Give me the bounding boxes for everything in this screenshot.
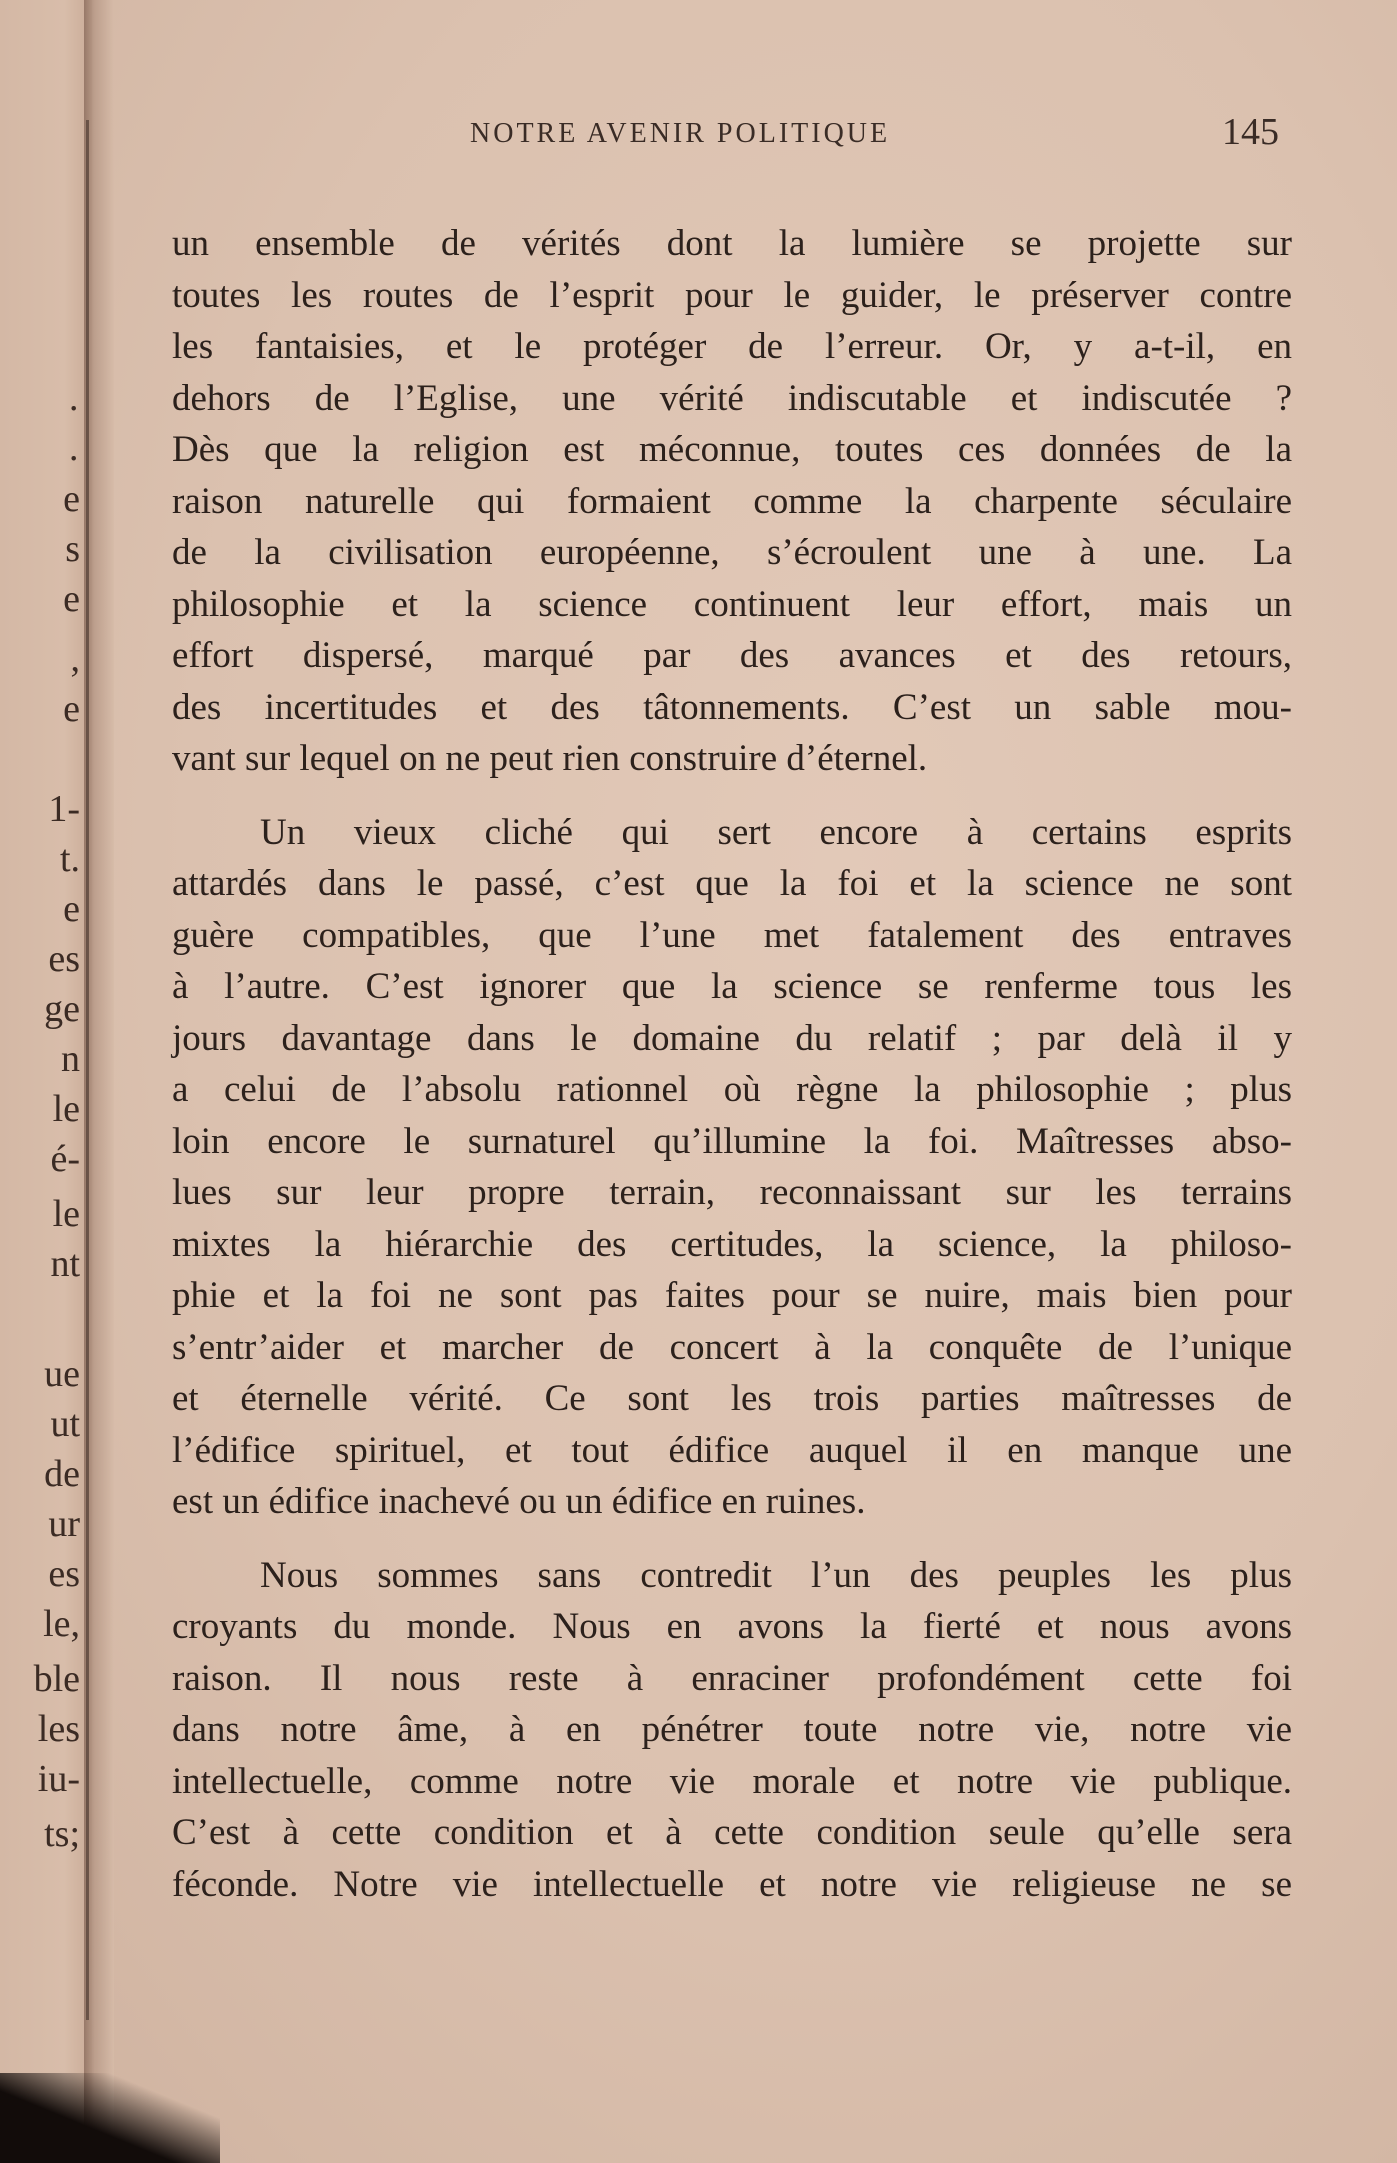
facing-page-fragment: ,	[70, 638, 80, 680]
text-line: l’édifice spirituel, et tout édifice auquel il en manque une	[172, 1429, 1292, 1471]
facing-page-fragment: é-	[50, 1138, 80, 1180]
body-text	[172, 218, 1292, 1910]
facing-page-fragment: ur	[48, 1503, 80, 1545]
text-line: intellectuelle, comme notre vie morale et notre vie publique.	[172, 1760, 1292, 1802]
text-line: vant sur lequel on ne peut rien construire d’éternel.	[172, 738, 928, 779]
page-number: 145	[1222, 111, 1279, 153]
text-line: C’est à cette condition et à cette condition seule qu’elle sera	[172, 1812, 1292, 1853]
facing-page-fragment: le,	[43, 1603, 80, 1645]
text-line: raison. Il nous reste à enraciner profondément cette foi	[172, 1657, 1292, 1699]
text-line: raison naturelle qui formaient comme la charpente séculaire	[172, 480, 1292, 522]
facing-page-fragment: es	[48, 938, 80, 980]
facing-page-fragment: es	[48, 1553, 80, 1595]
facing-page-fragment: ts;	[44, 1813, 80, 1855]
text-line: et éternelle vérité. Ce sont les trois parties maîtresses de	[172, 1378, 1292, 1419]
facing-page-fragment: ble	[33, 1658, 80, 1700]
text-line: mixtes la hiérarchie des certitudes, la science, la philoso-	[172, 1223, 1292, 1265]
text-line: attardés dans le passé, c’est que la foi et la science ne sont	[172, 863, 1292, 904]
paragraph-gap	[172, 785, 1292, 807]
gutter-shadow-line	[86, 120, 89, 2020]
text-line: croyants du monde. Nous en avons la fierté et nous avons	[172, 1606, 1292, 1647]
text-line: de la civilisation européenne, s’écroulent une à une. La	[172, 532, 1292, 573]
paragraph-gap	[172, 1528, 1292, 1550]
facing-page-fragment: n	[61, 1038, 80, 1080]
facing-page-fragment: s	[65, 528, 80, 570]
text-line: s’entr’aider et marcher de concert à la conquête de l’unique	[172, 1326, 1292, 1368]
text-line: Nous sommes sans contredit l’un des peuples les plus	[260, 1554, 1292, 1596]
paragraph-2	[172, 807, 1292, 1528]
text-line: les fantaisies, et le protéger de l’erreur. Or, y a-t-il, en	[172, 326, 1292, 367]
facing-page-fragment: ue	[44, 1353, 80, 1395]
running-header: NOTRE AVENIR POLITIQUE	[470, 118, 891, 149]
facing-page-fragment: iu-	[37, 1758, 80, 1800]
facing-page-fragment: e	[63, 578, 80, 620]
facing-page-fragment: ge	[44, 988, 80, 1030]
paragraph-1	[172, 218, 1292, 785]
facing-page-fragment: ·	[67, 438, 80, 480]
text-line: philosophie et la science continuent leur effort, mais un	[172, 583, 1292, 625]
text-line: jours davantage dans le domaine du relatif ; par delà il y	[172, 1017, 1292, 1059]
facing-page-fragment: nt	[50, 1243, 80, 1285]
facing-page-fragment: le	[52, 1088, 80, 1130]
text-line: des incertitudes et des tâtonnements. C’est un sable mou-	[172, 686, 1292, 728]
facing-page-fragment: les	[37, 1708, 80, 1750]
text-line: Un vieux cliché qui sert encore à certains esprits	[260, 811, 1292, 853]
facing-page-fragment: de	[44, 1453, 80, 1495]
text-line: dans notre âme, à en pénétrer toute notre vie, notre vie	[172, 1709, 1292, 1750]
text-line: effort dispersé, marqué par des avances et des retours,	[172, 635, 1292, 676]
text-line: un ensemble de vérités dont la lumière se projette sur	[172, 223, 1292, 264]
page-shadow-corner	[0, 2073, 220, 2163]
text-line: guère compatibles, que l’une met fatalement des entraves	[172, 914, 1292, 956]
text-line: phie et la foi ne sont pas faites pour se nuire, mais bien pour	[172, 1275, 1292, 1316]
text-line: Dès que la religion est méconnue, toutes ces données de la	[172, 429, 1292, 470]
facing-page-fragment: e	[63, 478, 80, 520]
paragraph-3	[172, 1550, 1292, 1911]
text-line: est un édifice inachevé ou un édifice en ruines.	[172, 1481, 866, 1522]
facing-page-fragment: t.	[59, 838, 80, 880]
text-line: a celui de l’absolu rationnel où règne la philosophie ; plus	[172, 1069, 1292, 1110]
text-line: lues sur leur propre terrain, reconnaissant sur les terrains	[172, 1172, 1292, 1213]
facing-page-fragment: ut	[50, 1403, 80, 1445]
text-line: dehors de l’Eglise, une vérité indiscutable et indiscutée ?	[172, 377, 1292, 419]
facing-page-fragment: 1-	[48, 788, 80, 830]
text-line: toutes les routes de l’esprit pour le guider, le préserver contre	[172, 274, 1292, 316]
facing-page-fragment: ·	[67, 388, 80, 430]
facing-page-edge	[0, 0, 92, 2163]
text-line: féconde. Notre vie intellectuelle et notre vie religieuse ne se	[172, 1863, 1292, 1905]
facing-page-fragment: le	[52, 1193, 80, 1235]
facing-page-fragment: e	[63, 888, 80, 930]
text-line: loin encore le surnaturel qu’illumine la foi. Maîtresses abso-	[172, 1120, 1292, 1162]
facing-page-fragment: e	[63, 688, 80, 730]
text-line: à l’autre. C’est ignorer que la science se renferme tous les	[172, 966, 1292, 1007]
